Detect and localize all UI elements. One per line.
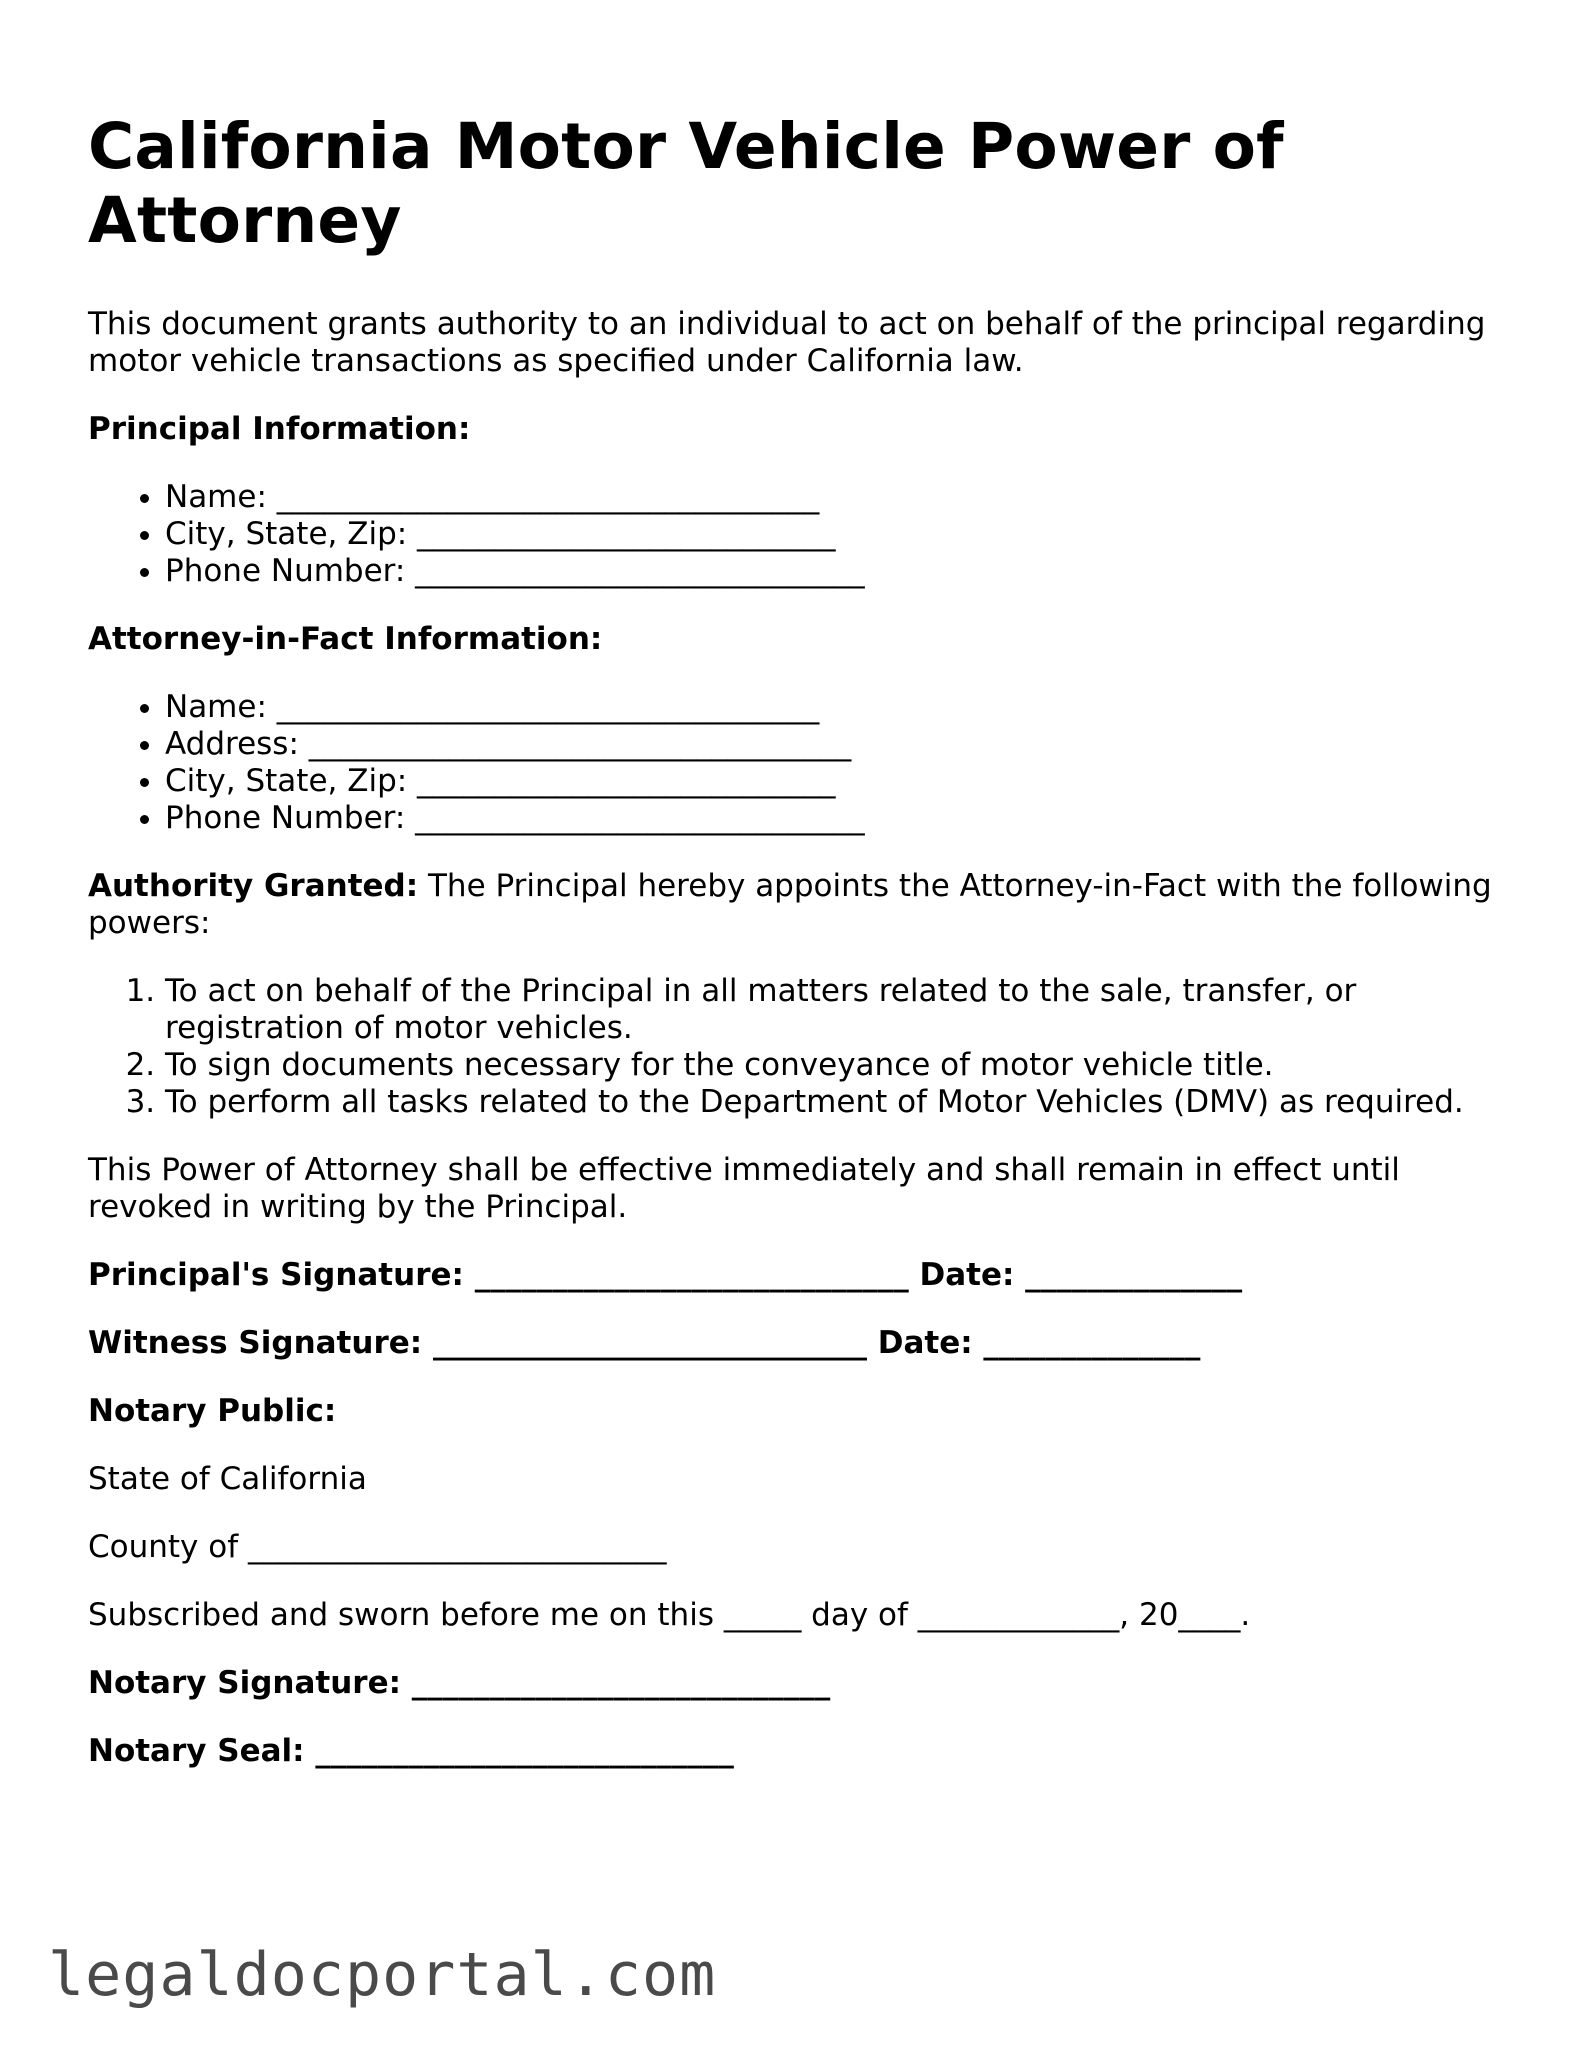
power-item: 1. To act on behalf of the Principal in all matters related to the sale, transfer, or registration of motor vehicles.: [165, 973, 1518, 1047]
principal-phone-field[interactable]: • Phone Number: _____________________________: [165, 553, 1518, 590]
notary-county-field[interactable]: County of ___________________________: [88, 1529, 667, 1565]
authority-heading: Authority Granted:: [88, 868, 419, 904]
power-item: 2. To sign documents necessary for the conveyance of motor vehicle title.: [165, 1047, 1518, 1084]
document-page: [88, 110, 1518, 1770]
principal-info-list: [88, 479, 1518, 590]
powers-list: [88, 973, 1518, 1121]
witness-signature-line[interactable]: Witness Signature: ____________________________ Date: ______________: [88, 1325, 1201, 1361]
attorney-city-state-zip-field[interactable]: • City, State, Zip: ___________________________: [165, 763, 1518, 800]
notary-seal-line[interactable]: Notary Seal: ___________________________: [88, 1733, 734, 1769]
attorney-address-field[interactable]: • Address: ___________________________________: [165, 726, 1518, 763]
notary-heading: Notary Public:: [88, 1393, 337, 1429]
attorney-info-list: [88, 689, 1518, 837]
document-title: California Motor Vehicle Power of Attorney: [88, 110, 1284, 257]
intro-paragraph: This document grants authority to an individual to act on behalf of the principal regarding motor vehicle transactions as specified under California law.: [88, 306, 1486, 379]
principal-name-field[interactable]: • Name: ___________________________________: [165, 479, 1518, 516]
attorney-heading: Attorney-in-Fact Information:: [88, 621, 603, 657]
notary-sworn-line[interactable]: Subscribed and sworn before me on this _____ day of _____________, 20____.: [88, 1597, 1251, 1633]
notary-signature-line[interactable]: Notary Signature: ___________________________: [88, 1665, 831, 1701]
principal-city-state-zip-field[interactable]: • City, State, Zip: ___________________________: [165, 516, 1518, 553]
notary-state: State of California: [88, 1461, 367, 1497]
principal-heading: Principal Information:: [88, 411, 471, 447]
authority-paragraph: [88, 868, 1518, 942]
authority-text: The Principal hereby appoints the Attorney-in-Fact with the following powers:: [88, 868, 1492, 941]
attorney-name-field[interactable]: • Name: ___________________________________: [165, 689, 1518, 726]
power-item: 3. To perform all tasks related to the Department of Motor Vehicles (DMV) as required.: [165, 1084, 1518, 1121]
effective-paragraph: This Power of Attorney shall be effective immediately and shall remain in effect until revoked in writing by the Principal.: [88, 1152, 1400, 1225]
site-watermark: legaldocportal.com: [48, 1940, 717, 2010]
attorney-phone-field[interactable]: • Phone Number: _____________________________: [165, 800, 1518, 837]
principal-signature-line[interactable]: Principal's Signature: ____________________________ Date: ______________: [88, 1257, 1243, 1293]
